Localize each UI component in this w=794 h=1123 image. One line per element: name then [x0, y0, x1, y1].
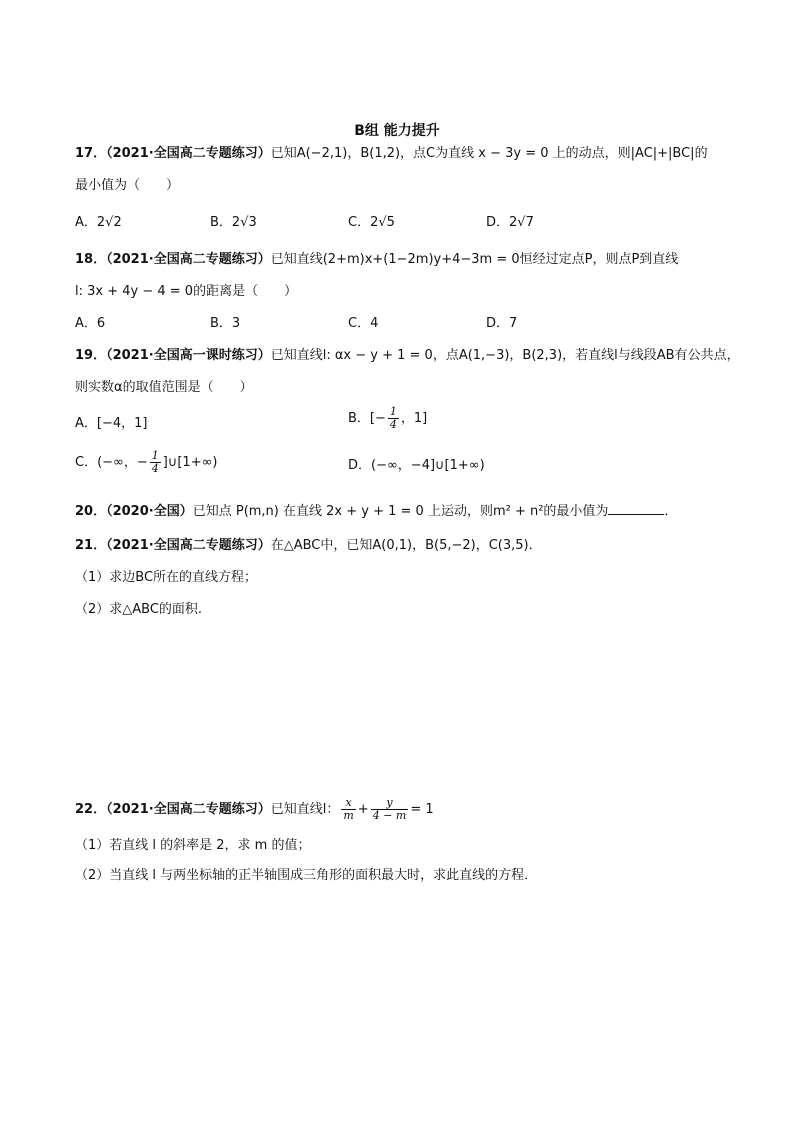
q18-line2: l: 3x + 4y − 4 = 0的距离是（ ）	[75, 284, 298, 299]
q19-source: （2021·全国高一课时练习）	[106, 348, 271, 363]
q19-option-c	[75, 450, 218, 475]
q17-text-1: 已知A(−2,1)，B(1,2)，点C为直线 x − 3y = 0 上的动点，则|AC|+|BC|的	[270, 146, 708, 161]
q18-option-b: B．3	[210, 316, 241, 331]
q19-option-d: D．(−∞，−4]∪[1+∞)	[348, 458, 485, 473]
q22-fraction-x	[341, 797, 355, 822]
q22-sub2: （2）当直线 l 与两坐标轴的正半轴围成三角形的面积最大时，求此直线的方程．	[75, 868, 538, 883]
q22-frac2-den: 4 − m	[372, 809, 407, 822]
q22-line1	[75, 796, 434, 824]
q19-option-c-pre: C．(−∞，−	[75, 455, 148, 470]
q20-number: 20．	[75, 504, 107, 519]
q19-option-c-num: 1	[151, 449, 159, 462]
q17-source: （2021·全国高二专题练习）	[106, 146, 271, 161]
q18-option-c: C．4	[348, 316, 379, 331]
q20-source: （2020·全国）	[106, 504, 193, 519]
q22-source: （2021·全国高二专题练习）	[106, 802, 271, 817]
q21-sub2: （2）求△ABC的面积.	[75, 602, 203, 617]
q17-option-d: D．2√7	[486, 215, 534, 230]
q17-line1	[75, 144, 708, 164]
q18-source: （2021·全国高二专题练习）	[106, 252, 271, 267]
q17-line2: 最小值为（ ）	[75, 178, 180, 193]
q22-plus: +	[357, 802, 369, 817]
q22-fraction-y	[371, 797, 409, 822]
q19-option-b	[348, 406, 427, 431]
q21-source: （2021·全国高二专题练习）	[106, 538, 271, 553]
q17-option-b: B．2√3	[210, 215, 257, 230]
q19-option-b-den: 4	[389, 418, 397, 431]
q19-option-b-fraction	[388, 406, 399, 431]
q19-option-c-post: ]∪[1+∞)	[162, 455, 218, 470]
q20-text: 已知点 P(m,n) 在直线 2x + y + 1 = 0 上运动，则m² + n²的最小值为	[192, 504, 609, 519]
q22-eq: = 1	[410, 802, 434, 817]
q22-pre: 已知直线l：	[270, 802, 340, 817]
q17-option-c: C．2√5	[348, 215, 395, 230]
q18-option-d: D．7	[486, 316, 518, 331]
q19-line2: 则实数α的取值范围是（ ）	[75, 380, 253, 395]
q19-option-c-fraction	[150, 450, 161, 475]
section-title: B组 能力提升	[354, 123, 440, 139]
q21-sub1: （1）求边BC所在的直线方程；	[75, 570, 258, 585]
q18-line1	[75, 250, 678, 270]
q19-text-1: 已知直线l: αx − y + 1 = 0，点A(1,−3)，B(2,3)，若直线l与线段AB有公共点，	[270, 348, 740, 363]
q20-text-end: ．	[664, 504, 678, 519]
q21-number: 21．	[75, 538, 107, 553]
q19-option-b-pre: B．[−	[348, 411, 386, 426]
q22-frac1-den: m	[343, 809, 354, 822]
q22-frac1-num: x	[341, 797, 355, 810]
q19-option-b-num: 1	[389, 405, 397, 418]
q18-option-a: A．6	[75, 316, 106, 331]
q20-line1	[75, 500, 677, 522]
q21-text: 在△ABC中，已知A(0,1)，B(5,−2)，C(3,5)．	[270, 538, 542, 553]
q19-line1	[75, 346, 740, 366]
q17-option-a: A．2√2	[75, 215, 122, 230]
q19-number: 19．	[75, 348, 107, 363]
q18-number: 18．	[75, 252, 107, 267]
q22-number: 22．	[75, 802, 107, 817]
q18-text-1: 已知直线(2+m)x+(1−2m)y+4−3m = 0恒经过定点P，则点P到直线	[270, 252, 679, 267]
q20-answer-blank[interactable]	[608, 500, 664, 515]
q17-number: 17．	[75, 146, 107, 161]
q22-frac2-num: y	[371, 797, 409, 810]
q22-sub1: （1）若直线 l 的斜率是 2，求 m 的值；	[75, 838, 311, 853]
q19-option-a: A．[−4，1]	[75, 416, 148, 431]
q19-option-b-post: ，1]	[400, 411, 428, 426]
q21-line1	[75, 536, 542, 556]
q19-option-c-den: 4	[151, 462, 159, 475]
